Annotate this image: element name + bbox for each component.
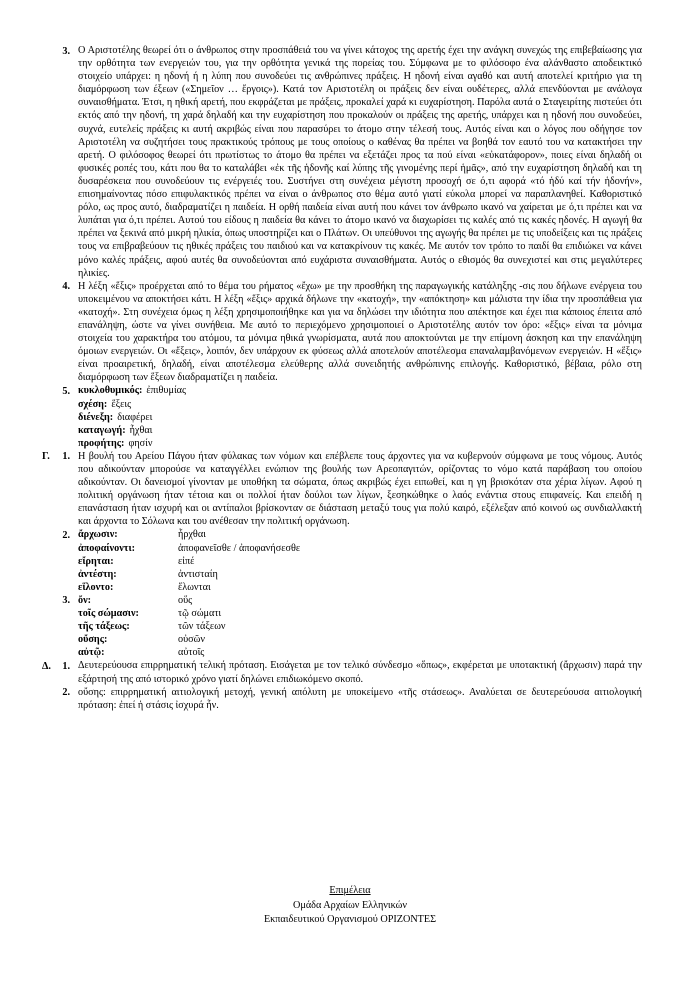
glossary-definition: οὕς [178,594,193,606]
list-item [42,280,642,385]
glossary-definition: ἀντισταίη [178,568,218,580]
glossary-term: ὄν: [78,594,92,606]
glossary-definition: αὐτοῖς [178,647,205,659]
glossary-definition: ἕξεις [111,398,132,410]
glossary-term: τοῖς σώμασιν: [78,608,139,620]
section-label-spacer [42,280,58,281]
section-gamma-item-3 [42,594,642,659]
glossary-term: ἄρχωσιν: [78,529,118,541]
item-text [78,44,642,280]
item-number: 1. [62,660,70,672]
section-label-spacer [42,44,58,45]
glossary-term: οὔσης: [78,634,108,646]
glossary-list [78,594,642,659]
glossary-list [78,384,642,449]
section-gamma-item-1 [42,450,642,529]
item-number: 4. [62,281,70,293]
glossary-definition: ἦρχθαι [178,529,206,541]
glossary-definition: ἦχθαι [129,424,153,436]
paragraph: Ο Αριστοτέλης θεωρεί ότι ο άνθρωπος στην προσπάθειά του να γίνει κάτοχος της αρετής έχει την ανάγκη συνεχώς της επιβεβαίωσης για την ορθότητα των ενεργειών του, για την ορθότητα γενικά της πορείας του. Σύμφωνα με το φιλόσοφο ένα αλάνθαστο αποδεικτικό στοιχείο υπάρχει: η ηδονή ή η λύπη που συνοδεύει τις ανθρώπινες πράξεις. Η ηδονή είναι αγαθό και αυτή αποτελεί κριτήριο για τη διαμόρφωση των έξεων («Σημεῖον … ἔργοις»). Κατά τον Αριστοτέλη οι πράξεις δεν είναι ουδέτερες, αλλά επενδύονται με ανάλογα συναισθήματα. Έτσι, η ηθική αρετή, που εκφράζεται με πράξεις, προκαλεί χαρά κι ευχαρίστηση. Παρόλα αυτά ο Σταγειρίτης πιστεύει ότι εκτός από την ηδονή, τη χαρά δηλαδή και την ευχαρίστηση που προκαλούν οι πράξεις της αρετής, υπάρχει και η ηδονή που συνοδεύει, συχνά, ευτελείς πράξεις κι αυτή ακριβώς είναι που παρασύρει το άτομο στην τέλεσή τους. Αυτός είναι και ο λόγος που οδήγησε τον Αριστοτέλη να συζητήσει τους πρακτικούς τρόπους με τους οποίους ο καθένας θα πρέπει να βοηθά τον εαυτό του να κατακτήσει την αρετή. Ο φιλόσοφος θεωρεί ότι πρωτίστως το άτομο θα πρέπει να εξετάζει προς τα πού είναι «εὐκατάφορον», ποιες είναι δηλαδή οι φυσικές ροπές του, κάτι που θα το καταλάβει «ἐκ τῆς ἡδονῆς καί λύπης τῆς γινομένης περί ἡμᾶς», από την ευχαρίστηση δηλαδή και τη δυσαρέσκεια που συνοδεύουν τις ενέργειές του. Συστήνει στη συνέχεια μέγιστη προσοχή σε ό,τι αφορά «τό ἡδύ καί τήν ἡδονήν», επισημαίνοντας πόσο επιφυλακτικός πρέπει να είναι ο άνθρωπος στο θέμα αυτό γιατί εύκολα μπορεί να παραπλανηθεί. Καθοριστικό ρόλο, ως προς αυτό, διαδραματίζει η παιδεία. Η ορθή παιδεία είναι αυτή που κάνει τον άνθρωπο ικανό να χαίρεται με ό,τι πρέπει και να λυπάται για ό,τι πρέπει. Αυτού του είδους η παιδεία θα κάνει το άτομο ικανό να διαχωρίσει τις καλές από τις κακές ηδονές. Η αγωγή θα πρέπει να ξεκινά από μικρή ηλικία, όπως υποστηρίζει και ο Πλάτων. Οι υπεύθυνοι της αγωγής θα πρέπει με τις υποδείξεις και τις πράξεις τους να επιβραβεύουν τις ηθικές πράξεις του παιδιού και να κατακρίνουν τις κακές. Με αυτόν τον τρόπο το παιδί θα επιδιώκει να κάνει μόνο καλές πράξεις, αφού αυτές θα συνοδεύονται από ευχάριστα συναισθήματα. Αυτός ο εθισμός θα συνεχιστεί και στις μεγαλύτερες ηλικίες. [78,45,642,279]
paragraph: Η λέξη «ἕξις» προέρχεται από το θέμα του ρήματος «ἔχω» με την προσθήκη της παραγωγικής κατάληξης -σις που δήλωνε ενέργεια του υποκειμένου να αποκτήσει κάτι. Η λέξη «ἕξις» αρχικά δήλωνε την «κατοχή», την «απόκτηση» και μάλιστα την ίδια την προσπάθεια για «κατοχή». Στη συνέχεια όμως η λέξη χρησιμοποιήθηκε και για να δηλώσει την ιδιότητα που απέκτησε και έχει πια κάποιος έπειτα από επανάληψη, ώστε να γίνει συνήθεια. Με αυτό το περιεχόμενο χρησιμοποιεί ο Αριστοτέλης αυτόν τον όρο: «ἕξις» είναι τα μόνιμα στοιχεία του χαρακτήρα του ατόμου, τα μόνιμα ηθικά γνωρίσματα, αυτά που αποκτούνται με την επίμονη άσκηση και την επανάληψη όμοιων ενεργειών. Οι «ἕξεις», λοιπόν, δεν υπάρχουν εκ φύσεως αλλά αποτελούν αποτέλεσμα επαναλαμβανόμενων ενεργειών. Η «ἕξις» είναι προαιρετική, δηλαδή, είναι αποτέλεσμα ελεύθερης αλλά συνειδητής ανθρώπινης επιλογής. Καθοριστικό, βέβαια, ρόλο στη διαμόρφωση των ἕξεων διαδραματίζει η παιδεία. [78,280,642,384]
glossary-definition: οὐσῶν [178,634,205,646]
glossary-row [78,646,642,659]
glossary-term: προφήτης: [78,437,125,449]
section-label-delta: Δ. [42,660,51,672]
footer-organization-team: Ομάδα Αρχαίων Ελληνικών [293,899,407,911]
footer-organization-name: Εκπαιδευτικού Οργανισμού ΟΡΙΖΟΝΤΕΣ [263,914,437,925]
glossary-list [78,528,642,593]
glossary-term: τῆς τάξεως: [78,621,130,633]
glossary-term: εἴρηται: [78,555,114,567]
footer-credits [0,884,700,928]
paragraph: οὔσης: επιρρηματική αιτιολογική μετοχή, γενική απόλυτη με υποκείμενο «τῆς στάσεως». Αναλύεται σε δευτερεύουσα αιτιολογική πρόταση: ἐπεί ἡ στάσις ἰσχυρά ἦν. [78,686,642,711]
glossary-row [78,555,642,568]
glossary-item [42,384,642,449]
glossary-row [78,398,642,411]
item-number: 3. [62,45,70,57]
glossary-definition: ἕλωνται [178,581,211,593]
section-delta-item-2 [42,686,642,712]
glossary-definition: εἰπέ [178,555,195,567]
glossary-term: ἀντέστη: [78,568,117,580]
glossary-row [78,633,642,646]
item-number: 1. [62,451,70,463]
glossary-term: ἀποφαίνοντι: [78,542,136,554]
item-number: 2. [62,529,70,541]
glossary-term: διένεξη: [78,411,114,423]
glossary-term: αὐτῷ: [78,647,105,659]
item-text [78,686,642,712]
section-label-spacer [42,384,58,385]
section-label-spacer [42,528,58,529]
glossary-row [78,437,642,450]
item-text [78,450,642,529]
item-number: 3. [62,595,70,607]
glossary-row [78,411,642,424]
paragraph: Η βουλή του Αρείου Πάγου ήταν φύλακας των νόμων και επέβλεπε τους άρχοντες για να κυβερνούν σύμφωνα με τους νόμους. Αυτός που αδικούνταν μπορούσε να καταγγέλλει ενώπιον της βουλής των Αρεοπαγιτών, ορίζοντας το νόμο κατά παράβαση του οποίου αδικούνταν. Οι δανεισμοί γίνονταν με υποθήκη τα σώματα, όπως ακριβώς έχει ειπωθεί, και η γη βρισκόταν στα χέρια λίγων. Αφού η πολιτική οργάνωση ήταν τέτοια και οι πολλοί ήταν δούλοι των λίγων, ξεσηκώθηκε ο λαός ενάντια στους επιφανείς. Και επειδή η επανάσταση ήταν ισχυρή και οι αντίπαλοι βρίσκονταν σε διάσταση μεταξύ τους για πολύ καιρό, εξέλεξαν από κοινού ως συνδιαλλακτή και άρχοντα το Σόλωνα και του ανέθεσαν την πολιτική οργάνωση. [78,450,642,528]
glossary-definition: τῷ σώματι [178,608,222,620]
glossary-definition: τῶν τάξεων [178,621,226,633]
glossary-definition: ἀποφανεῖσθε / ἀποφανήσεσθε [178,542,301,554]
glossary-row [78,594,642,607]
item-text [78,280,642,385]
glossary-row [78,581,642,594]
paragraph: Δευτερεύουσα επιρρηματική τελική πρόταση. Εισάγεται με τον τελικό σύνδεσμο «ὅπως», εκφέρεται με υποτακτική (ἄρχωσιν) παρά την εξάρτησή της από ιστορικό χρόνο γιατί δηλώνει επιδιωκόμενο σκοπό. [78,660,642,685]
glossary-term: κυκλοθυμικός: [78,385,143,397]
section-label-gamma: Γ. [42,451,50,463]
glossary-definition: ἐπιθυμίας [146,385,187,397]
glossary-row [78,607,642,620]
item-text [78,659,642,685]
glossary-definition: διαφέρει [117,411,153,423]
glossary-term: σχέση: [78,398,108,410]
glossary-row [78,528,642,541]
footer-title: Επιμέλεια [329,885,371,896]
glossary-row [78,424,642,437]
section-gamma-item-2 [42,528,642,593]
section-delta-item-1 [42,659,642,685]
glossary-definition: φησίν [128,437,153,449]
glossary-row [78,384,642,397]
glossary-row [78,568,642,581]
section-label-spacer [42,594,58,595]
list-item [42,44,642,280]
item-number: 2. [62,687,70,699]
section-label-spacer [42,686,58,687]
glossary-term: καταγωγή: [78,424,126,436]
item-number: 5. [62,385,70,397]
glossary-row [78,542,642,555]
glossary-row [78,620,642,633]
glossary-term: εἵλοντο: [78,581,114,593]
